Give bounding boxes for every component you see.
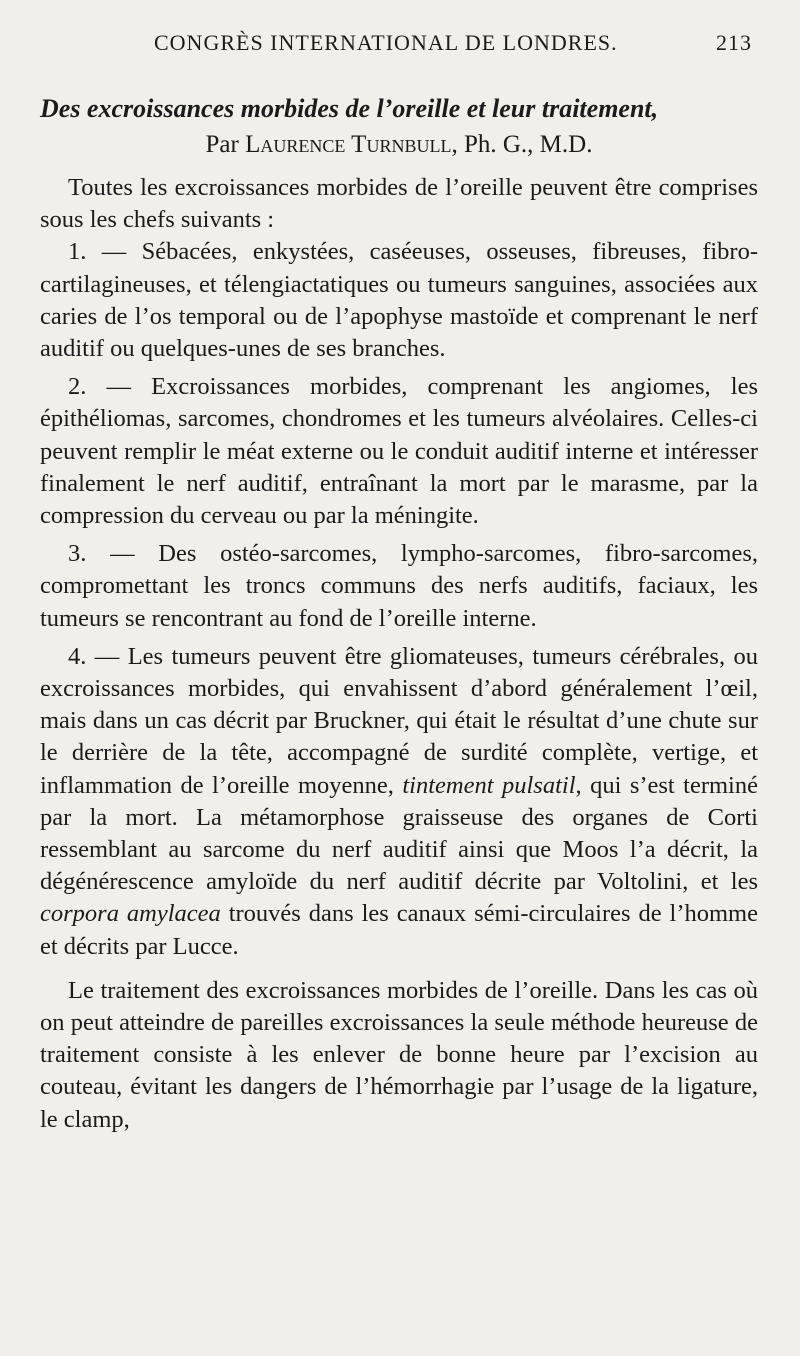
running-title: CONGRÈS INTERNATIONAL DE LONDRES. [154, 30, 618, 55]
item-4-text-b: , qui s’est terminé par la mort. La métamorphose graisseuse des organes de Corti ressemblant au sarcome du nerf auditif ainsi que Moos l’a décrit, la dégénérescence amyloïde du nerf auditif décrite par Voltolini, et les [40, 771, 758, 896]
byline [40, 128, 758, 162]
running-head [40, 30, 758, 66]
item-4-italic-2: corpora amylacea [40, 900, 221, 928]
item-3-paragraph: 3. — Des ostéo-sarcomes, lympho-sarcomes, fibro-sarcomes, compromettant les troncs communs des nerfs auditifs, faciaux, les tumeurs se rencontrant au fond de l’oreille interne. [40, 540, 758, 632]
treatment-paragraph: Le traitement des excroissances morbides de l’oreille. Dans les cas où on peut atteindre de pareilles excroissances la seule méthode heureuse de traitement consiste à les enlever de bonne heure par l’excision au couteau, évitant les dangers de l’hémorrhagie par l’usage de la ligature, le clamp, [40, 976, 758, 1133]
intro-paragraph: Toutes les excroissances morbides de l’oreille peuvent être comprises sous les chefs suivants : [40, 174, 758, 234]
author-name: Laurence Turnbull [245, 131, 452, 158]
item-4-text-c: trouvés dans les canaux sémi-circulaires de l’homme et décrits par Lucce. [40, 900, 758, 960]
item-4-paragraph [40, 641, 758, 963]
article-title: Des excroissances morbides de l’oreille et leur traitement, [40, 94, 659, 123]
page-number: 213 [716, 30, 752, 55]
item-2-paragraph: 2. — Excroissances morbides, comprenant les angiomes, les épithéliomas, sarcomes, chondromes et les tumeurs alvéolaires. Celles-ci peuvent remplir le méat externe ou le conduit auditif interne et intéresser finalement le nerf auditif, entraînant la mort par le marasme, par la compression du cerveau ou par la méningite. [40, 373, 758, 530]
article-body [40, 172, 758, 1136]
byline-credentials: , Ph. G., M.D. [451, 131, 593, 158]
item-4-text-a: 4. — Les tumeurs peuvent être gliomateuses, tumeurs cérébrales, ou excroissances morbides, qui envahissent d’abord généralement l’œil, mais dans un cas décrit par Bruckner, qui était le résultat d’une chute sur le derrière de la tête, accompagné de surdité complète, vertige, et inflammation de l’oreille moyenne, [40, 642, 758, 799]
byline-prefix: Par [205, 131, 246, 158]
item-1-paragraph: 1. — Sébacées, enkystées, caséeuses, osseuses, fibreuses, fibro-cartilagineuses, et télengiactatiques ou tumeurs sanguines, associées aux caries de l’os temporal ou de l’apophyse mastoïde et comprenant le nerf auditif ou quelques-unes de ses branches. [40, 238, 758, 363]
item-4-italic-1: tintement pulsatil [402, 771, 576, 799]
